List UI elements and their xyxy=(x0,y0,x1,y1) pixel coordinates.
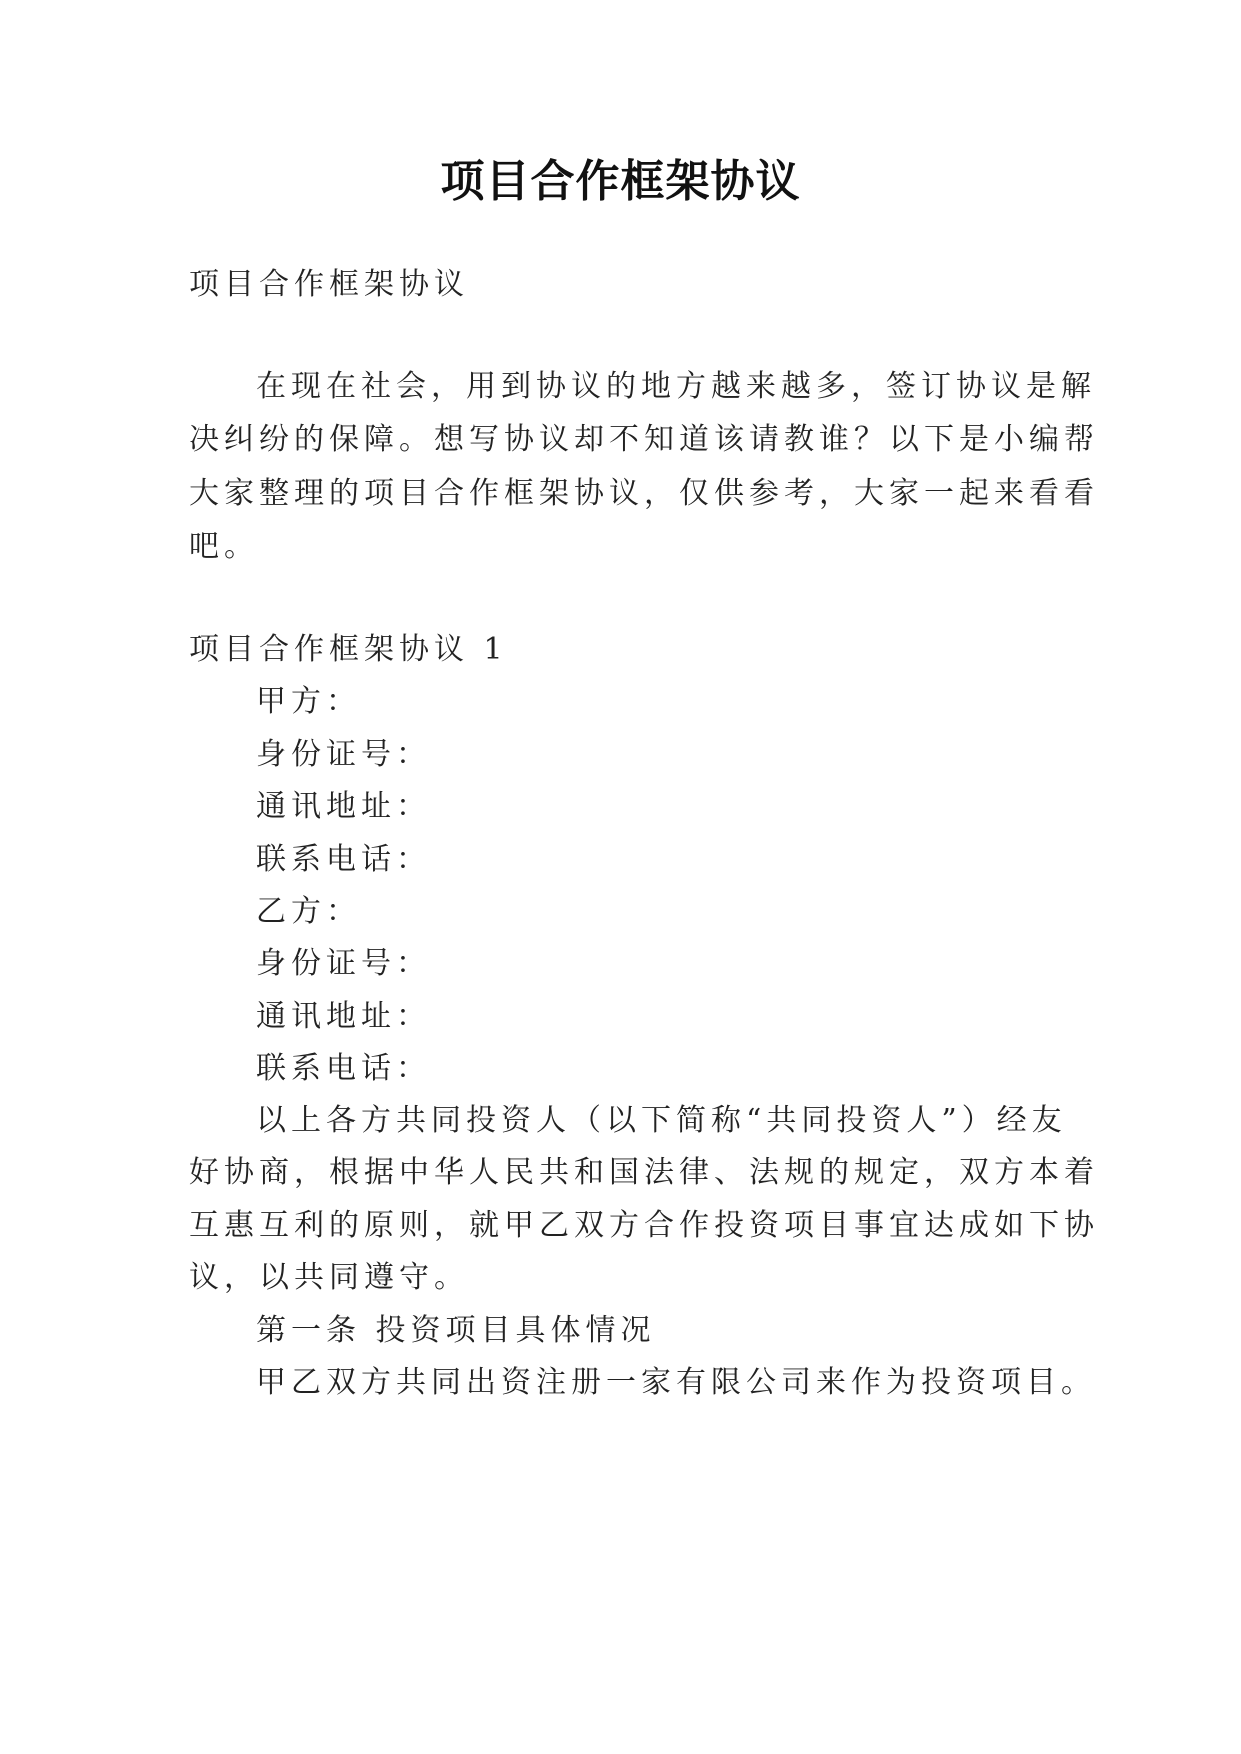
document-title: 项目合作框架协议 xyxy=(440,156,801,207)
party-b-address: 通讯地址： xyxy=(256,999,431,1034)
section-heading: 项目合作框架协议 1 xyxy=(189,632,508,667)
party-a-address: 通讯地址： xyxy=(256,789,431,824)
party-a-id-number: 身份证号： xyxy=(256,737,431,772)
article-1-body: 甲乙双方共同出资注册一家有限公司来作为投资项目。 xyxy=(256,1365,1096,1400)
document-subtitle: 项目合作框架协议 xyxy=(189,267,469,302)
party-a-phone: 联系电话： xyxy=(256,842,431,877)
preamble-line: 好协商，根据中华人民共和国法律、法规的规定，双方本着 xyxy=(189,1155,1099,1190)
party-b-label: 乙方： xyxy=(256,894,361,929)
intro-line: 决纠纷的保障。想写协议却不知道该请教谁？以下是小编帮 xyxy=(189,422,1099,457)
preamble-line: 互惠互利的原则，就甲乙双方合作投资项目事宜达成如下协 xyxy=(189,1208,1099,1243)
intro-line: 吧。 xyxy=(189,529,259,564)
party-b-id-number: 身份证号： xyxy=(256,946,431,981)
preamble-line: 议，以共同遵守。 xyxy=(189,1260,469,1295)
article-1-heading: 第一条 投资项目具体情况 xyxy=(256,1313,656,1348)
party-a-label: 甲方： xyxy=(256,684,361,719)
preamble-line: 以上各方共同投资人（以下简称“共同投资人”）经友 xyxy=(256,1103,1067,1138)
party-b-phone: 联系电话： xyxy=(256,1051,431,1086)
intro-line: 大家整理的项目合作框架协议，仅供参考，大家一起来看看 xyxy=(189,476,1099,511)
intro-line: 在现在社会，用到协议的地方越来越多，签订协议是解 xyxy=(256,369,1096,404)
